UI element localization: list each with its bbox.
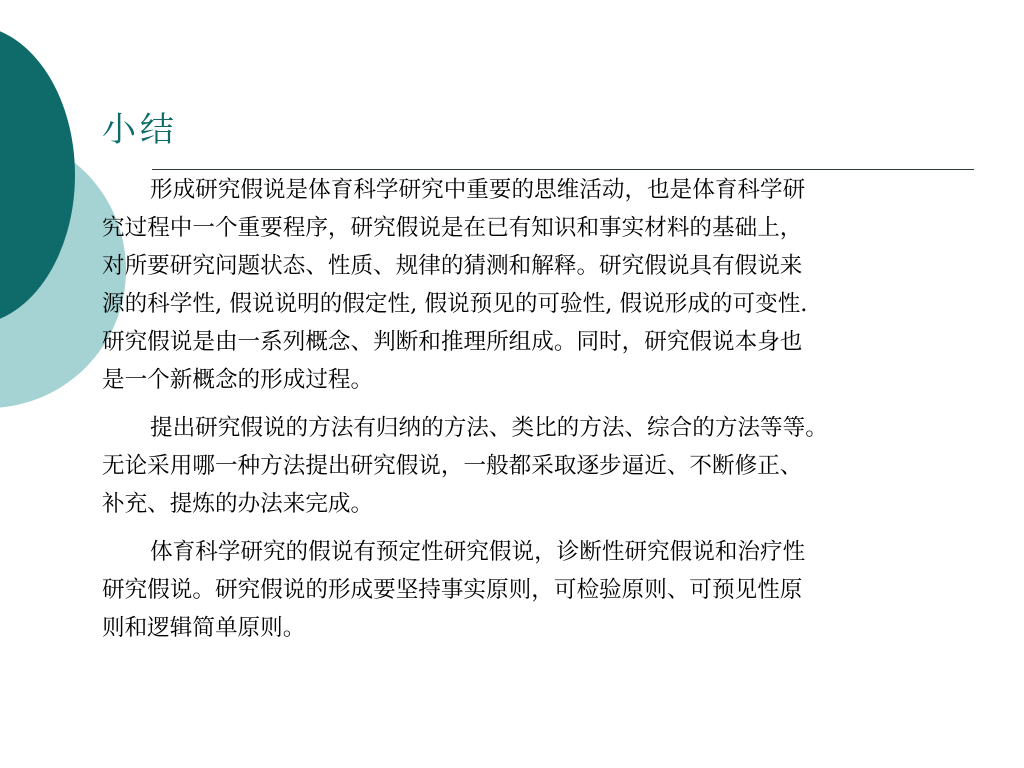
text-line: 源的科学性, 假说说明的假定性, 假说预见的可验性, 假说形成的可变性. xyxy=(102,291,808,317)
text-line: 研究假说是由一系列概念、判断和推理所组成。同时，研究假说本身也 xyxy=(102,329,803,355)
text-line: 研究假说。研究假说的形成要坚持事实原则，可检验原则、可预见性原 xyxy=(102,577,803,603)
text-line: 体育科学研究的假说有预定性研究假说，诊断性研究假说和治疗性 xyxy=(150,539,806,565)
slide-title: 小结 xyxy=(102,110,178,150)
text-line: 提出研究假说的方法有归纳的方法、类比的方法、综合的方法等等。 xyxy=(150,415,828,441)
paragraph-1 xyxy=(102,171,1002,399)
paragraph-3 xyxy=(102,533,1002,647)
text-line: 无论采用哪一种方法提出研究假说，一般都采取逐步逼近、不断修正、 xyxy=(102,453,803,479)
text-line: 究过程中一个重要程序，研究假说是在已有知识和事实材料的基础上， xyxy=(102,215,803,241)
text-line: 补充、提炼的办法来完成。 xyxy=(102,491,374,517)
slide-body xyxy=(102,171,1002,657)
text-line: 是一个新概念的形成过程。 xyxy=(102,367,374,393)
text-line: 形成研究假说是体育科学研究中重要的思维活动，也是体育科学研 xyxy=(150,177,806,203)
text-line: 则和逻辑简单原则。 xyxy=(102,615,306,641)
title-underline xyxy=(152,169,974,170)
paragraph-2 xyxy=(102,409,1002,523)
text-line: 对所要研究问题状态、性质、规律的猜测和解释。研究假说具有假说来 xyxy=(102,253,803,279)
